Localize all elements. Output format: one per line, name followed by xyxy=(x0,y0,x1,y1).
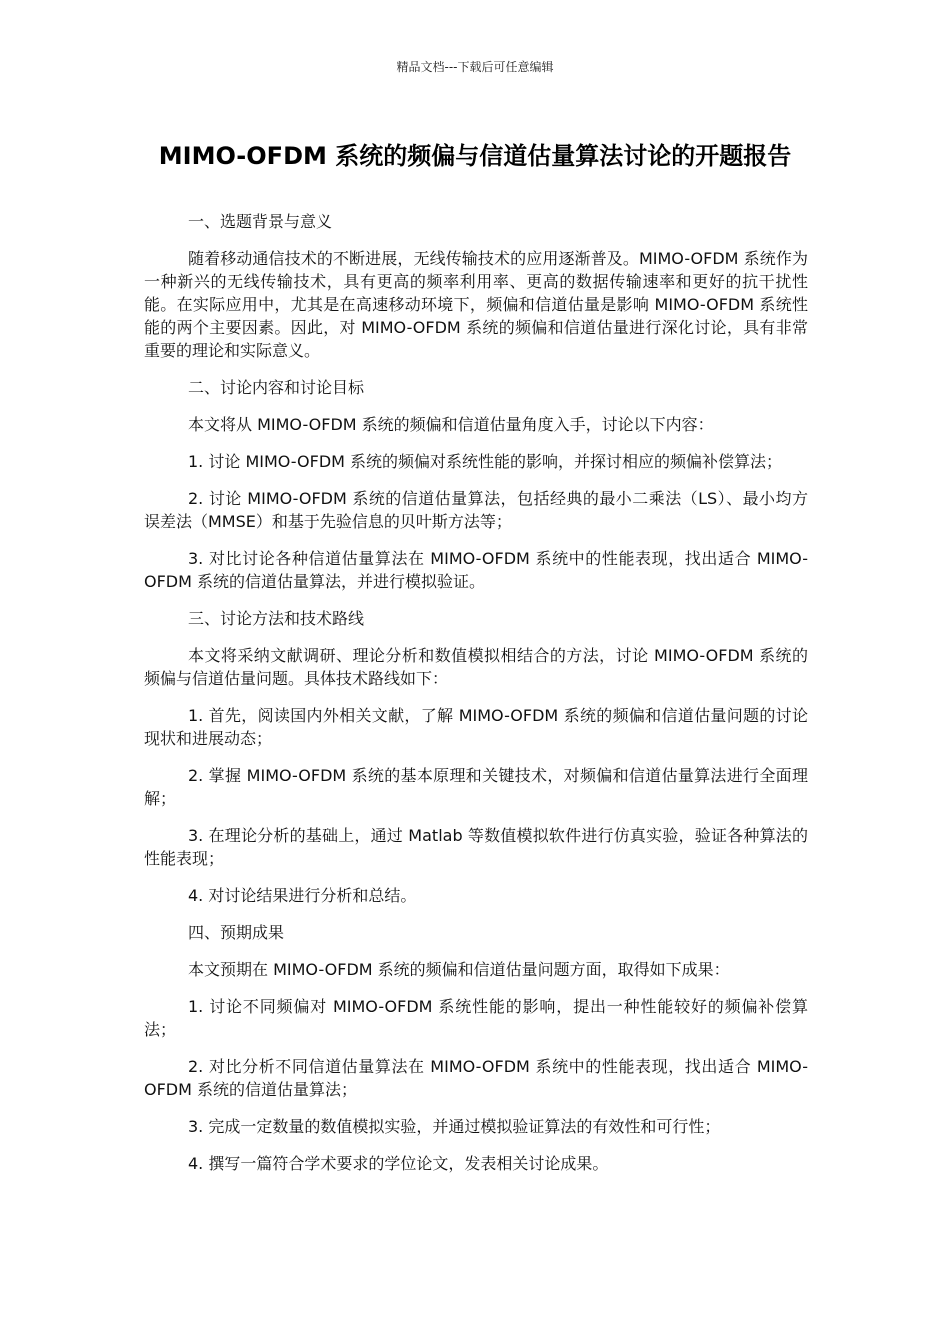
header-note: 精品文档---下载后可任意编辑 xyxy=(396,60,554,74)
list-item-methods-1: 1. 首先，阅读国内外相关文献，了解 MIMO-OFDM 系统的频偏和信道估量问题的讨论现状和进展动态； xyxy=(144,706,808,748)
document-title: MIMO-OFDM 系统的频偏与信道估量算法讨论的开题报告 xyxy=(158,142,792,170)
paragraph-content-intro: 本文将从 MIMO-OFDM 系统的频偏和信道估量角度入手，讨论以下内容： xyxy=(188,415,714,434)
section-heading-outcomes: 四、预期成果 xyxy=(188,923,285,942)
list-item-content-2: 2. 讨论 MIMO-OFDM 系统的信道估量算法，包括经典的最小二乘法（LS）、最小均方误差法（MMSE）和基于先验信息的贝叶斯方法等； xyxy=(144,489,808,531)
list-item-content-3: 3. 对比讨论各种信道估量算法在 MIMO-OFDM 系统中的性能表现，找出适合 MIMO-OFDM 系统的信道估量算法，并进行模拟验证。 xyxy=(144,549,808,591)
paragraph-outcomes-intro: 本文预期在 MIMO-OFDM 系统的频偏和信道估量问题方面，取得如下成果： xyxy=(188,960,730,979)
section-heading-content-goals: 二、讨论内容和讨论目标 xyxy=(188,378,365,397)
paragraph-methods-intro: 本文将采纳文献调研、理论分析和数值模拟相结合的方法，讨论 MIMO-OFDM 系统的频偏与信道估量问题。具体技术路线如下： xyxy=(144,646,808,688)
list-item-outcomes-3: 3. 完成一定数量的数值模拟实验，并通过模拟验证算法的有效性和可行性； xyxy=(188,1117,721,1136)
list-item-methods-4: 4. 对讨论结果进行分析和总结。 xyxy=(188,886,417,905)
section-heading-background: 一、选题背景与意义 xyxy=(188,212,333,231)
list-item-content-1: 1. 讨论 MIMO-OFDM 系统的频偏对系统性能的影响，并探讨相应的频偏补偿算法； xyxy=(188,452,783,471)
list-item-outcomes-1: 1. 讨论不同频偏对 MIMO-OFDM 系统性能的影响，提出一种性能较好的频偏补偿算法； xyxy=(144,997,808,1039)
list-item-outcomes-4: 4. 撰写一篇符合学术要求的学位论文，发表相关讨论成果。 xyxy=(188,1154,609,1173)
section-heading-methods: 三、讨论方法和技术路线 xyxy=(188,609,365,628)
list-item-methods-3: 3. 在理论分析的基础上，通过 Matlab 等数值模拟软件进行仿真实验，验证各种算法的性能表现； xyxy=(144,826,808,868)
paragraph-background: 随着移动通信技术的不断进展，无线传输技术的应用逐渐普及。MIMO-OFDM 系统作为一种新兴的无线传输技术，具有更高的频率利用率、更高的数据传输速率和更好的抗干扰性能。在实际应用中，尤其是在高速移动环境下，频偏和信道估量是影响 MIMO-OFDM 系统性能的两个主要因素。因此，对 MIMO-OFDM 系统的频偏和信道估量进行深化讨论，具有非常重要的理论和实际意义。 xyxy=(144,249,808,360)
list-item-outcomes-2: 2. 对比分析不同信道估量算法在 MIMO-OFDM 系统中的性能表现，找出适合 MIMO-OFDM 系统的信道估量算法； xyxy=(144,1057,808,1099)
document-body xyxy=(144,210,808,1189)
list-item-methods-2: 2. 掌握 MIMO-OFDM 系统的基本原理和关键技术，对频偏和信道估量算法进行全面理解； xyxy=(144,766,808,808)
